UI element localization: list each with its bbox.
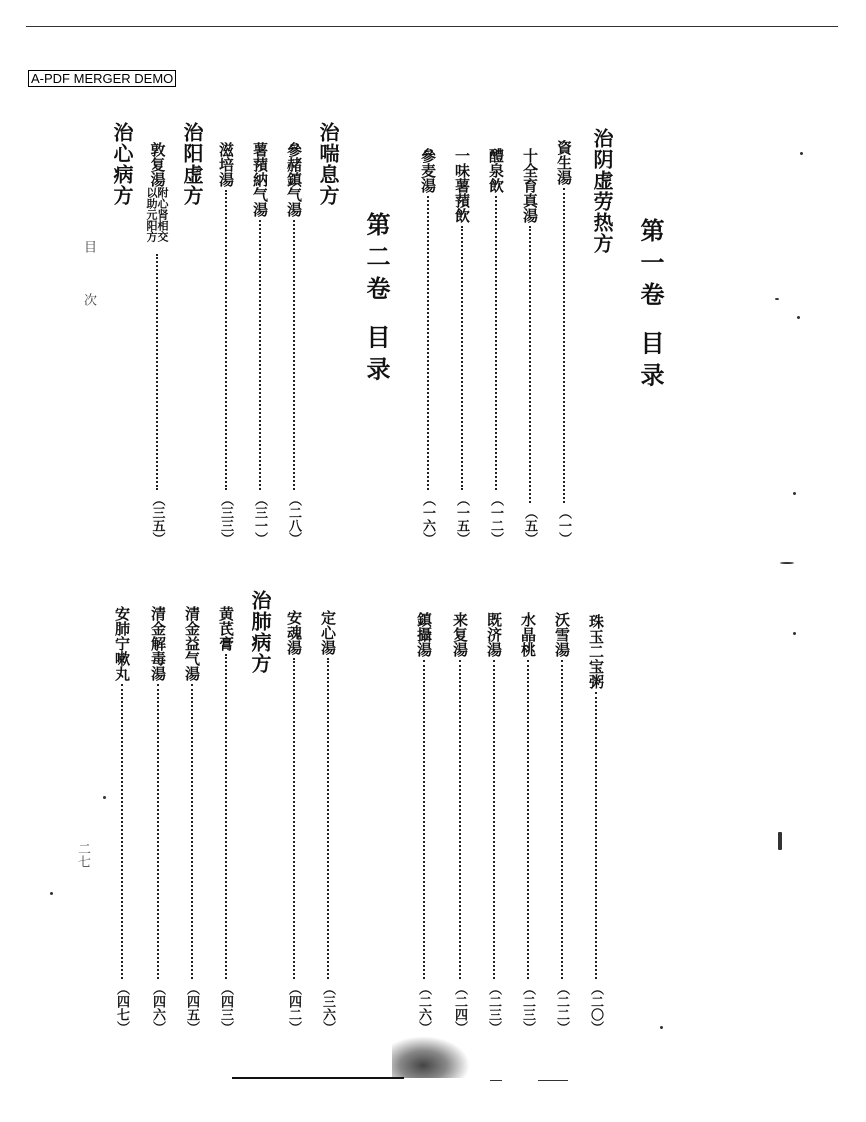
scan-smudge <box>392 1036 470 1078</box>
entry-name: 敦复湯 <box>148 142 167 187</box>
leader-dots <box>157 684 159 979</box>
entry-page: （三一） <box>252 493 267 545</box>
toc-entry[interactable] <box>252 142 267 545</box>
entry-name: 黄芪膏 <box>217 606 235 651</box>
top-rule <box>26 26 838 27</box>
scan-speck <box>793 492 796 495</box>
entry-page: （三五） <box>149 493 165 545</box>
entry-name: 安肺宁嗽丸 <box>113 606 131 681</box>
scan-speck <box>538 1080 568 1081</box>
leader-dots <box>293 220 295 490</box>
toc-entry[interactable] <box>114 606 129 1034</box>
toc-entry[interactable] <box>452 612 467 1034</box>
scan-speck <box>778 832 782 850</box>
section-heading: 治心病方 <box>110 122 134 206</box>
entry-name: 醴泉飲 <box>487 148 505 193</box>
scan-speck <box>780 562 794 564</box>
leader-dots <box>561 660 563 979</box>
leader-dots <box>495 196 497 490</box>
toc-entry[interactable] <box>486 612 501 1034</box>
scan-speck <box>793 632 796 635</box>
entry-page: （四五） <box>184 982 199 1034</box>
toc-entry[interactable] <box>522 148 537 545</box>
bottom-rule <box>232 1077 404 1079</box>
entry-name: 參赭鎮气湯 <box>285 142 303 217</box>
leader-dots <box>493 660 495 979</box>
entry-page: （二二） <box>554 982 569 1034</box>
entry-name: 定心湯 <box>319 610 337 655</box>
toc-entry[interactable] <box>556 140 571 545</box>
entry-name: 參麦湯 <box>419 148 437 193</box>
leader-dots <box>293 658 295 979</box>
entry-name: 鎮攝湯 <box>415 612 433 657</box>
leader-dots <box>527 660 529 979</box>
entry-name: 滋培湯 <box>217 142 235 187</box>
toc-entry[interactable] <box>454 148 469 545</box>
entry-name: 一味薯蕷飲 <box>453 148 471 223</box>
entry-page: （四三） <box>218 982 233 1034</box>
entry-note <box>146 187 168 251</box>
toc-entry[interactable] <box>420 148 435 545</box>
leader-dots <box>529 226 531 503</box>
leader-dots <box>595 692 597 979</box>
watermark-label: A-PDF MERGER DEMO <box>28 70 176 87</box>
leader-dots <box>461 226 463 490</box>
scan-speck <box>797 316 800 319</box>
entry-page: （二四） <box>452 982 467 1034</box>
entry-page: （一五） <box>454 493 469 545</box>
leader-dots <box>121 684 123 979</box>
entry-name: 十全育真湯 <box>521 148 539 223</box>
entry-page: （一二） <box>488 493 503 545</box>
scan-speck <box>800 152 803 155</box>
entry-page: （二八） <box>286 493 301 545</box>
page-folio: 二七 <box>75 842 90 868</box>
entry-page: （二三） <box>520 982 535 1034</box>
leader-dots <box>563 188 565 503</box>
entry-name: 安魂湯 <box>285 610 303 655</box>
toc-entry[interactable] <box>520 612 535 1034</box>
entry-name: 清金解毒湯 <box>149 606 167 681</box>
scan-speck <box>490 1080 502 1081</box>
entry-page: （四二） <box>286 982 301 1034</box>
leader-dots <box>259 220 261 490</box>
entry-page: （二〇） <box>588 982 603 1034</box>
section-heading: 治喘息方 <box>316 122 340 206</box>
entry-name: 珠玉二宝粥 <box>587 614 605 689</box>
leader-dots <box>156 254 158 490</box>
entry-name: 沃雪湯 <box>553 612 571 657</box>
toc-entry[interactable] <box>146 142 168 545</box>
entry-page: （三六） <box>320 982 335 1034</box>
entry-page: （五） <box>522 506 537 545</box>
leader-dots <box>427 196 429 490</box>
scan-speck <box>775 298 779 300</box>
toc-entry[interactable] <box>150 606 165 1034</box>
leader-dots <box>225 654 227 979</box>
leader-dots <box>423 660 425 979</box>
toc-entry[interactable] <box>184 606 199 1034</box>
toc-entry[interactable] <box>286 142 301 545</box>
leader-dots <box>191 684 193 979</box>
entry-page: （二六） <box>416 982 431 1034</box>
entry-page: （二三） <box>486 982 501 1034</box>
entry-name: 既济湯 <box>485 612 503 657</box>
vol1-title: 第一卷 目录 <box>636 218 665 395</box>
entry-note-text: 附心肾相交以助元阳方 <box>145 187 169 242</box>
scan-speck <box>50 892 53 895</box>
leader-dots <box>327 658 329 979</box>
section-heading: 治肺病方 <box>248 590 272 674</box>
entry-name: 清金益气湯 <box>183 606 201 681</box>
toc-entry[interactable] <box>218 142 233 545</box>
toc-entry[interactable] <box>416 612 431 1034</box>
leader-dots <box>225 190 227 490</box>
entry-page: （四六） <box>150 982 165 1034</box>
entry-name: 薯蕷納气湯 <box>251 142 269 217</box>
side-label: 目 次 <box>81 240 96 325</box>
entry-name: 来复湯 <box>451 612 469 657</box>
entry-page: （一） <box>556 506 571 545</box>
leader-dots <box>459 660 461 979</box>
toc-entry[interactable] <box>218 606 233 1034</box>
scan-speck <box>660 1026 663 1029</box>
vol2-title: 第二卷 目录 <box>362 212 391 389</box>
scan-speck <box>103 796 106 799</box>
section-heading: 治阳虚方 <box>180 122 204 206</box>
toc-entry[interactable] <box>588 614 603 1034</box>
entry-page: （四七） <box>114 982 129 1034</box>
toc-entry[interactable] <box>488 148 503 545</box>
entry-page: （一六） <box>420 493 435 545</box>
entry-name: 資生湯 <box>555 140 573 185</box>
toc-entry[interactable] <box>554 612 569 1034</box>
toc-entry[interactable] <box>286 610 301 1034</box>
entry-page: （三三） <box>218 493 233 545</box>
entry-name: 水晶桃 <box>519 612 537 657</box>
toc-entry[interactable] <box>320 610 335 1034</box>
section-heading: 治阴虚劳热方 <box>590 128 614 254</box>
